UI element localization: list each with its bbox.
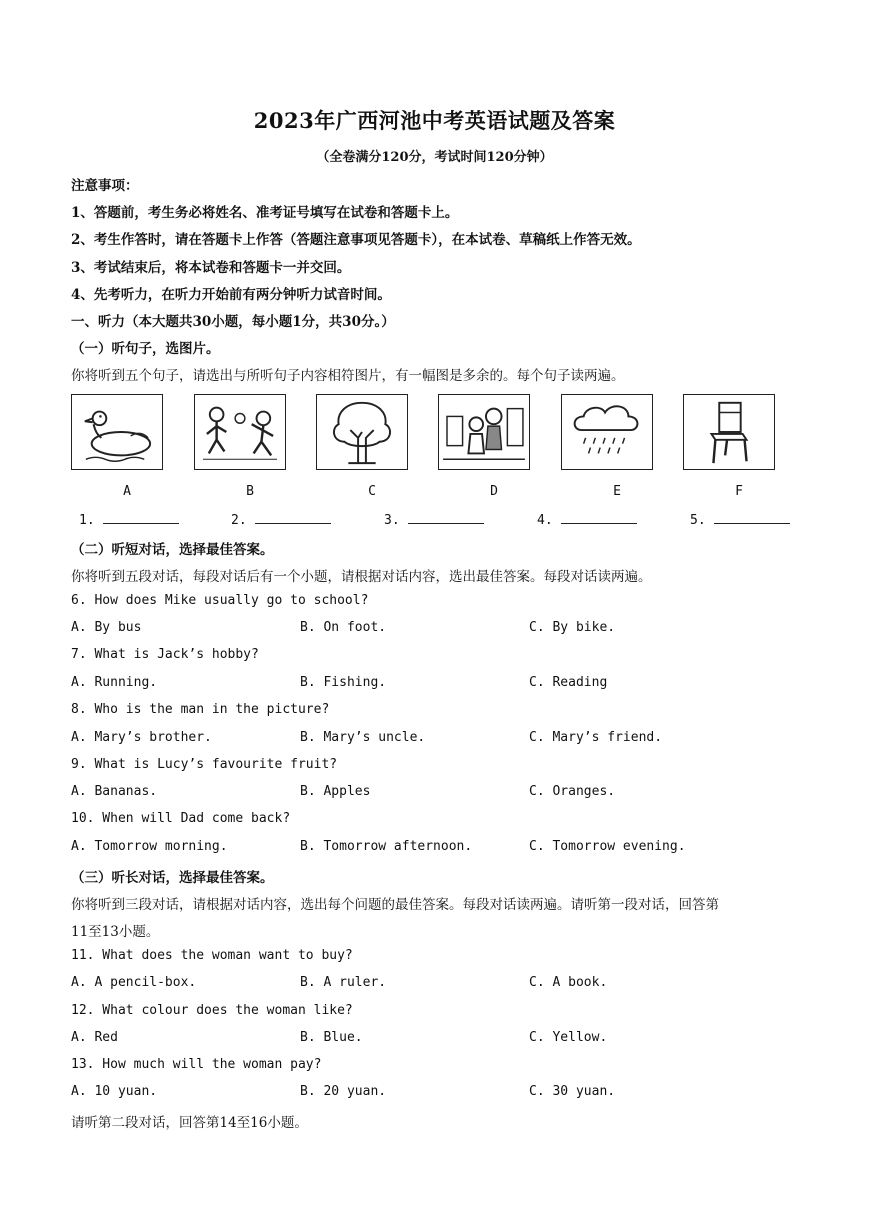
children-city-icon bbox=[439, 395, 529, 469]
blank-underline bbox=[561, 511, 637, 524]
option-a[interactable]: A. A pencil-box. bbox=[71, 975, 197, 990]
page-subtitle: （全卷满分120分，考试时间120分钟） bbox=[316, 150, 553, 165]
picture-label-a: A bbox=[123, 484, 131, 499]
option-b[interactable]: B. Fishing. bbox=[300, 675, 387, 690]
picture-f bbox=[683, 394, 775, 470]
blank-number: 3. bbox=[384, 513, 400, 528]
kids-football-icon bbox=[195, 395, 285, 469]
option-c[interactable]: C. Mary’s friend. bbox=[529, 730, 663, 745]
option-a[interactable]: A. By bus bbox=[71, 620, 142, 635]
option-c[interactable]: C. Reading bbox=[529, 675, 608, 690]
option-a[interactable]: A. 10 yuan. bbox=[71, 1084, 158, 1099]
blank-number: 5. bbox=[690, 513, 706, 528]
blank-number: 4. bbox=[537, 513, 553, 528]
answer-blank-1[interactable] bbox=[79, 511, 179, 528]
note-item: 2、考生作答时，请在答题卡上作答（答题注意事项见答题卡），在本试卷、草稿纸上作答无效。 bbox=[71, 232, 641, 248]
blank-number: 1. bbox=[79, 513, 95, 528]
blank-underline bbox=[408, 511, 484, 524]
part-heading: （三）听长对话，选择最佳答案。 bbox=[71, 870, 274, 886]
answer-blank-3[interactable] bbox=[384, 511, 484, 528]
picture-e bbox=[561, 394, 653, 470]
picture-label-f: F bbox=[735, 484, 743, 499]
option-b[interactable]: B. Apples bbox=[300, 784, 371, 799]
note-item: 3、考试结束后，将本试卷和答题卡一并交回。 bbox=[71, 260, 351, 276]
option-c[interactable]: C. Tomorrow evening. bbox=[529, 839, 686, 854]
option-b[interactable]: B. A ruler. bbox=[300, 975, 387, 990]
blank-underline bbox=[255, 511, 331, 524]
option-c[interactable]: C. By bike. bbox=[529, 620, 616, 635]
option-a[interactable]: A. Tomorrow morning. bbox=[71, 839, 228, 854]
answer-blank-5[interactable] bbox=[690, 511, 790, 528]
blank-number: 2. bbox=[231, 513, 247, 528]
option-c[interactable]: C. Yellow. bbox=[529, 1030, 608, 1045]
answer-blank-2[interactable] bbox=[231, 511, 331, 528]
blank-underline bbox=[714, 511, 790, 524]
option-a[interactable]: A. Red bbox=[71, 1030, 118, 1045]
picture-c bbox=[316, 394, 408, 470]
blank-underline bbox=[103, 511, 179, 524]
duck-icon bbox=[72, 395, 162, 469]
option-a[interactable]: A. Mary’s brother. bbox=[71, 730, 212, 745]
option-b[interactable]: B. On foot. bbox=[300, 620, 387, 635]
option-b[interactable]: B. 20 yuan. bbox=[300, 1084, 387, 1099]
question-8: 8. Who is the man in the picture? bbox=[71, 702, 330, 717]
picture-label-c: C bbox=[368, 484, 376, 499]
part-instruction-continued: 11至13小题。 bbox=[71, 924, 160, 940]
option-b[interactable]: B. Mary’s uncle. bbox=[300, 730, 426, 745]
part-heading: （二）听短对话，选择最佳答案。 bbox=[71, 542, 274, 558]
option-c[interactable]: C. Oranges. bbox=[529, 784, 616, 799]
option-c[interactable]: C. A book. bbox=[529, 975, 608, 990]
picture-d bbox=[438, 394, 530, 470]
picture-label-e: E bbox=[613, 484, 621, 499]
note-item: 1、答题前，考生务必将姓名、准考证号填写在试卷和答题卡上。 bbox=[71, 205, 459, 221]
page-title: 2023年广西河池中考英语试题及答案 bbox=[253, 108, 616, 133]
part-heading: （一）听句子，选图片。 bbox=[71, 341, 220, 357]
part-instruction: 你将听到三段对话，请根据对话内容，选出每个问题的最佳答案。每段对话读两遍。请听第一段对话，回答第 bbox=[71, 897, 719, 913]
answer-blank-4[interactable] bbox=[537, 511, 637, 528]
question-11: 11. What does the woman want to buy? bbox=[71, 948, 353, 963]
note-item: 4、先考听力，在听力开始前有两分钟听力试音时间。 bbox=[71, 287, 391, 303]
picture-a bbox=[71, 394, 163, 470]
notes-heading: 注意事项： bbox=[71, 178, 139, 194]
question-12: 12. What colour does the woman like? bbox=[71, 1003, 353, 1018]
option-a[interactable]: A. Running. bbox=[71, 675, 158, 690]
section-heading: 一、听力（本大题共30小题，每小题1分，共30分。） bbox=[71, 314, 395, 330]
option-b[interactable]: B. Tomorrow afternoon. bbox=[300, 839, 473, 854]
question-13: 13. How much will the woman pay? bbox=[71, 1057, 322, 1072]
picture-label-b: B bbox=[246, 484, 254, 499]
option-a[interactable]: A. Bananas. bbox=[71, 784, 158, 799]
picture-label-d: D bbox=[490, 484, 498, 499]
part-instruction: 你将听到五段对话，每段对话后有一个小题，请根据对话内容，选出最佳答案。每段对话读两遍。 bbox=[71, 569, 652, 585]
question-6: 6. How does Mike usually go to school? bbox=[71, 593, 369, 608]
question-10: 10. When will Dad come back? bbox=[71, 811, 291, 826]
picture-b bbox=[194, 394, 286, 470]
option-b[interactable]: B. Blue. bbox=[300, 1030, 363, 1045]
option-c[interactable]: C. 30 yuan. bbox=[529, 1084, 616, 1099]
tree-icon bbox=[317, 395, 407, 469]
rain-cloud-icon bbox=[562, 395, 652, 469]
question-7: 7. What is Jack’s hobby? bbox=[71, 647, 259, 662]
question-9: 9. What is Lucy’s favourite fruit? bbox=[71, 757, 338, 772]
chair-icon bbox=[684, 395, 774, 469]
part-instruction: 你将听到五个句子，请选出与所听句子内容相符图片，有一幅图是多余的。每个句子读两遍。 bbox=[71, 368, 625, 384]
next-instruction: 请听第二段对话，回答第14至16小题。 bbox=[71, 1115, 308, 1131]
